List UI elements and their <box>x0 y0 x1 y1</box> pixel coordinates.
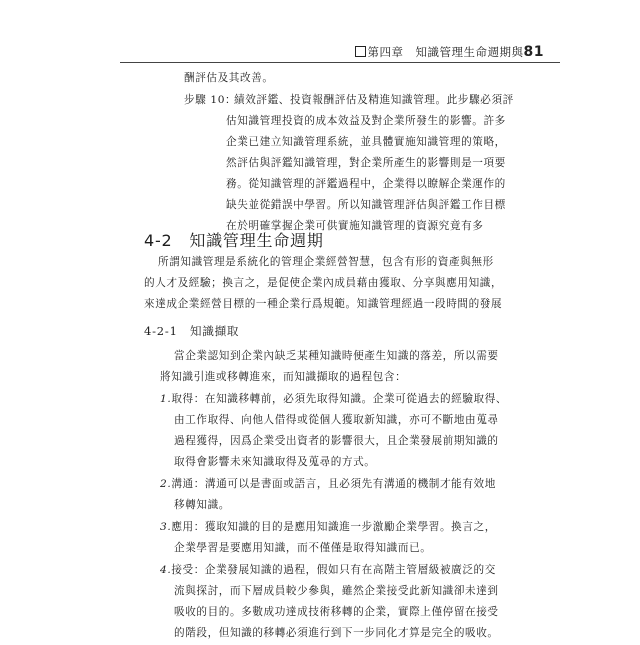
list-item-line: 流與探討，而下層成員較少參與，雖然企業接受此新知識卻未達到 <box>174 585 499 597</box>
step-line: 在於明確掌握企業可供實施知識管理的資源究竟有多 <box>226 220 484 232</box>
list-item: 3.應用：獲取知識的目的是應用知識進一步激勵企業學習。換言之， <box>160 521 496 533</box>
paragraph-line: 的人才及經驗；換言之，是促使企業內成員藉由獲取、分享與應用知識， <box>144 277 503 289</box>
paragraph-line: 來達成企業經營目標的一種企業行爲規範。知識管理經過一段時間的發展 <box>144 298 503 310</box>
list-item: 4.接受：企業發展知識的過程，假如只有在高階主管層級被廣泛的交 <box>160 564 496 576</box>
paragraph-line: 所謂知識管理是系統化的管理企業經營智慧，包含有形的資產與無形 <box>158 256 494 268</box>
step-line: 估知識管理投資的成本效益及對企業所發生的影響。許多 <box>226 115 506 127</box>
subsection-title: 4-2-1 知識擷取 <box>144 324 240 338</box>
header-rule <box>120 62 560 63</box>
list-item-line: 的階段，但知識的移轉必須進行到下一步同化才算是完全的吸收。 <box>174 627 499 639</box>
list-item-line: 由工作取得、向他人借得或從個人獲取新知識，亦可不斷地由蒐尋 <box>174 414 499 426</box>
step-line: 企業已建立知識管理系統，並具體實施知識管理的策略， <box>226 136 506 148</box>
step-line: 缺失並從錯誤中學習。所以知識管理評估與評鑑工作目標 <box>226 199 506 211</box>
list-item-line: 吸收的目的。多數成功達成技術移轉的企業，實際上僅停留在接受 <box>174 606 499 618</box>
step-label: 步驟 10： <box>184 94 237 106</box>
step-line: 績效評鑑、投資報酬評估及精進知識管理。此步驟必須評 <box>234 94 514 106</box>
step-line: 務。從知識管理的評鑑過程中，企業得以瞭解企業運作的 <box>226 178 506 190</box>
chapter-title: 第四章 知識管理生命週期與 <box>367 45 524 59</box>
running-header <box>355 44 544 60</box>
continued-line: 酬評估及其改善。 <box>184 72 274 84</box>
intro-line: 將知識引進或移轉進來，而知識擷取的過程包含： <box>160 371 407 383</box>
step-line: 然評估與評鑑知識管理，對企業所產生的影響則是一項要 <box>226 157 506 169</box>
list-item: 1.取得：在知識移轉前，必須先取得知識。企業可從過去的經驗取得、 <box>160 393 508 405</box>
list-item-line: 企業學習是要應用知識，而不僅僅是取得知識而已。 <box>174 542 432 554</box>
list-item: 2.溝通：溝通可以是書面或語言，且必須先有溝通的機制才能有效地 <box>160 478 496 490</box>
list-item-line: 取得會影響未來知識取得及蒐尋的方式。 <box>174 456 376 468</box>
intro-line: 當企業認知到企業內缺乏某種知識時便產生知識的落差，所以需要 <box>174 350 499 362</box>
square-icon <box>355 46 366 57</box>
section-title: 4-2 知識管理生命週期 <box>144 231 324 250</box>
list-item-line: 過程獲得，因爲企業受出資者的影響很大，且企業發展前期知識的 <box>174 435 499 447</box>
list-item-line: 移轉知識。 <box>174 499 230 511</box>
page-number: 81 <box>523 44 544 60</box>
